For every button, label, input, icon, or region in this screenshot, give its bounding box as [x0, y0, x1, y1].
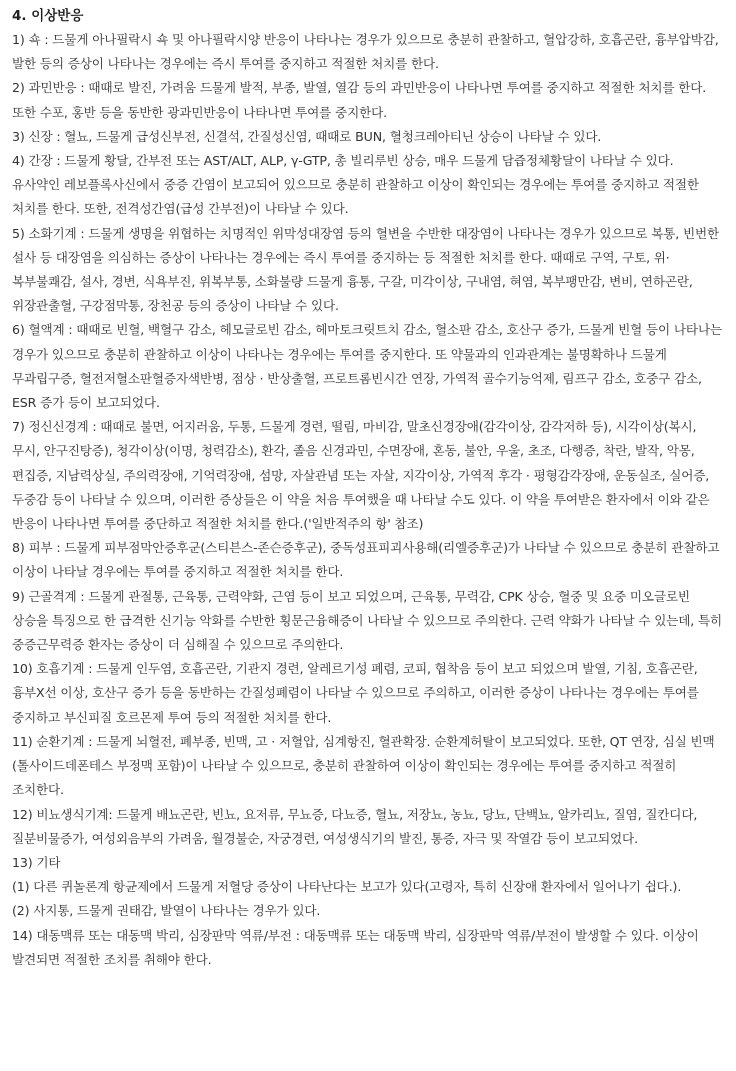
paragraph-other-heading: 13) 기타: [12, 854, 61, 870]
paragraph-aortic: 14) 대동맥류 또는 대동맥 박리, 심장판막 역류/부전 : 대동맥류 또는 대동맥 박리, 심장판막 역류/부전이 발생할 수 있다. 이상이 발견되면 적절한 조치를 취해야 한다.: [12, 927, 699, 967]
paragraph-kidney: 3) 신장 : 혈뇨, 드물게 급성신부전, 신결석, 간질성신염, 때때로 BUN, 혈청크레아티닌 상승이 나타날 수 있다.: [12, 128, 602, 144]
paragraph-circulatory: 11) 순환기계 : 드물게 뇌혈전, 폐부종, 빈맥, 고 · 저혈압, 심계항진, 혈관확장. 순환계허탈이 보고되었다. 또한, QT 연장, 심실 빈맥(톨사이드데폰테스 부정맥 포함)이 나타날 수 있으므로, 충분히 관찰하여 이상이 확인되는 경우에는 투여를 중지하고 적절히 조치한다.: [12, 733, 715, 798]
paragraph-hypersensitivity: 2) 과민반응 : 때때로 발진, 가려움 드물게 발적, 부종, 발열, 열감 등의 과민반응이 나타나면 투여를 중지하고 적절한 처치를 한다. 또한 수포, 홍반 등을 동반한 광과민반응이 나타나면 투여를 중지한다.: [12, 80, 707, 120]
paragraph-shock: 1) 쇽 : 드물게 아나필락시 쇽 및 아나필락시양 반응이 나타나는 경우가 있으므로 충분히 관찰하고, 혈압강하, 호흡곤란, 흉부압박감, 발한 등의 증상이 나타나는 경우에는 즉시 투여를 중지하고 적절한 처치를 한다.: [12, 32, 719, 72]
paragraph-respiratory: 10) 호흡기계 : 드물게 인두염, 호흡곤란, 기관지 경련, 알레르기성 폐렴, 코피, 협착음 등이 보고 되었으며 발열, 기침, 호흡곤란, 흉부X선 이상, 호산구 증가 등을 동반하는 간질성폐렴이 나타날 수 있으므로 주의하고, 이러한 증상이 나타나는 경우에는 투여를 중지하고 부신피질 호르몬제 투여 등의 적절한 처치를 한다.: [12, 661, 699, 725]
paragraph-other-limb-pain: (2) 사지통, 드물게 권태감, 발열이 나타나는 경우가 있다.: [12, 903, 321, 919]
paragraph-urogenital: 12) 비뇨생식기계: 드물게 배뇨곤란, 빈뇨, 요저류, 무뇨증, 다뇨증, 혈뇨, 저장뇨, 농뇨, 당뇨, 단백뇨, 알카리뇨, 질염, 질칸디다, 질분비물증가, 여성외음부의 가려움, 월경불순, 자궁경련, 여성생식기의 발진, 통증, 자극 및 작열감 등이 보고되었다.: [12, 806, 698, 846]
paragraph-digestive: 5) 소화기계 : 드물게 생명을 위협하는 치명적인 위막성대장염 등의 혈변을 수반한 대장염이 나타나는 경우가 있으므로 복통, 빈번한 설사 등 대장염을 의심하는 증상이 나타나는 경우에는 즉시 투여를 중지하는 등 적절한 처치를 한다. 때때로 구역, 구토, 위·복부불쾌감, 설사, 경변, 식욕부진, 위복부통, 소화불량 드물게 흉통, 구갈, 미각이상, 구내염, 혀염, 복부팽만감, 변비, 연하곤란, 위장관출혈, 구강점막통, 장천공 등의 증상이 나타날 수 있다.: [12, 225, 720, 314]
paragraph-musculoskeletal: 9) 근골격계 : 드물게 관절통, 근육통, 근력약화, 근염 등이 보고 되었으며, 근육통, 무력감, CPK 상승, 혈중 및 요중 미오글로빈 상승을 특징으로 한 급격한 신기능 악화를 수반한 횡문근융해증이 나타날 수 있으므로 주의한다. 근력 약화가 나타날 수 있는데, 특히 중증근무력증 환자는 증상이 더 심해질 수 있으므로 주의한다.: [12, 588, 723, 653]
paragraph-liver: 4) 간장 : 드물게 황달, 간부전 또는 AST/ALT, ALP, γ-GTP, 총 빌리루빈 상승, 매우 드물게 담즙정체황달이 나타날 수 있다. 유사약인 레보플록사신에서 중증 간염이 보고되어 있으므로 충분히 관찰하고 이상이 확인되는 경우에는 투여를 중지하고 적절한 처치를 한다. 또한, 전격성간염(급성 간부전)이 나타날 수 있다.: [12, 153, 699, 217]
paragraph-other-hypoglycemia: (1) 다른 퀴놀론계 항균제에서 드물게 저혈당 증상이 나타난다는 보고가 있다(고령자, 특히 신장애 환자에서 일어나기 쉽다.).: [12, 879, 682, 895]
section-title: 4. 이상반응: [12, 8, 84, 24]
paragraph-skin: 8) 피부 : 드물게 피부점막안증후군(스티븐스-존슨증후군), 중독성표피괴사용해(리엘증후군)가 나타날 수 있으므로 충분히 관찰하고 이상이 나타날 경우에는 투여를 중지하고 적절한 처치를 한다.: [12, 540, 720, 580]
paragraph-blood: 6) 혈액계 : 때때로 빈혈, 백혈구 감소, 헤모글로빈 감소, 헤마토크릿트치 감소, 혈소판 감소, 호산구 증가, 드물게 빈혈 등이 나타나는 경우가 있으므로 충분히 관찰하고 이상이 나타나는 경우에는 투여를 중지한다. 또 약물과의 인과관계는 불명확하나 드물게 무과립구증, 혈전저혈소판혈증자색반병, 점상 · 반상출혈, 프로트롬빈시간 연장, 가역적 골수기능억제, 림프구 감소, 호중구 감소, ESR 증가 등이 보고되었다.: [12, 322, 722, 411]
paragraph-neuropsychiatric: 7) 정신신경계 : 때때로 불면, 어지러움, 두통, 드물게 경련, 떨림, 마비감, 말초신경장애(감각이상, 감각저하 등), 시각이상(복시, 무시, 안구진탕증), 청각이상(이명, 청력감소), 환각, 졸음 신경과민, 수면장애, 혼동, 불안, 우울, 초조, 다행증, 착란, 발작, 악몽, 편집증, 지남력상실, 주의력장애, 기억력장애, 섬망, 자살관념 또는 자살, 지각이상, 가역적 후각 · 평형감각장애, 운동실조, 실어증, 두중감 등이 나타날 수 있으며, 이러한 증상들은 이 약을 처음 투여했을 때 나타날 수도 있다. 이 약을 투여받은 환자에서 이와 같은 반응이 나타나면 투여를 중단하고 적절한 처치를 한다.('일반적주의 항' 참조): [12, 419, 710, 532]
